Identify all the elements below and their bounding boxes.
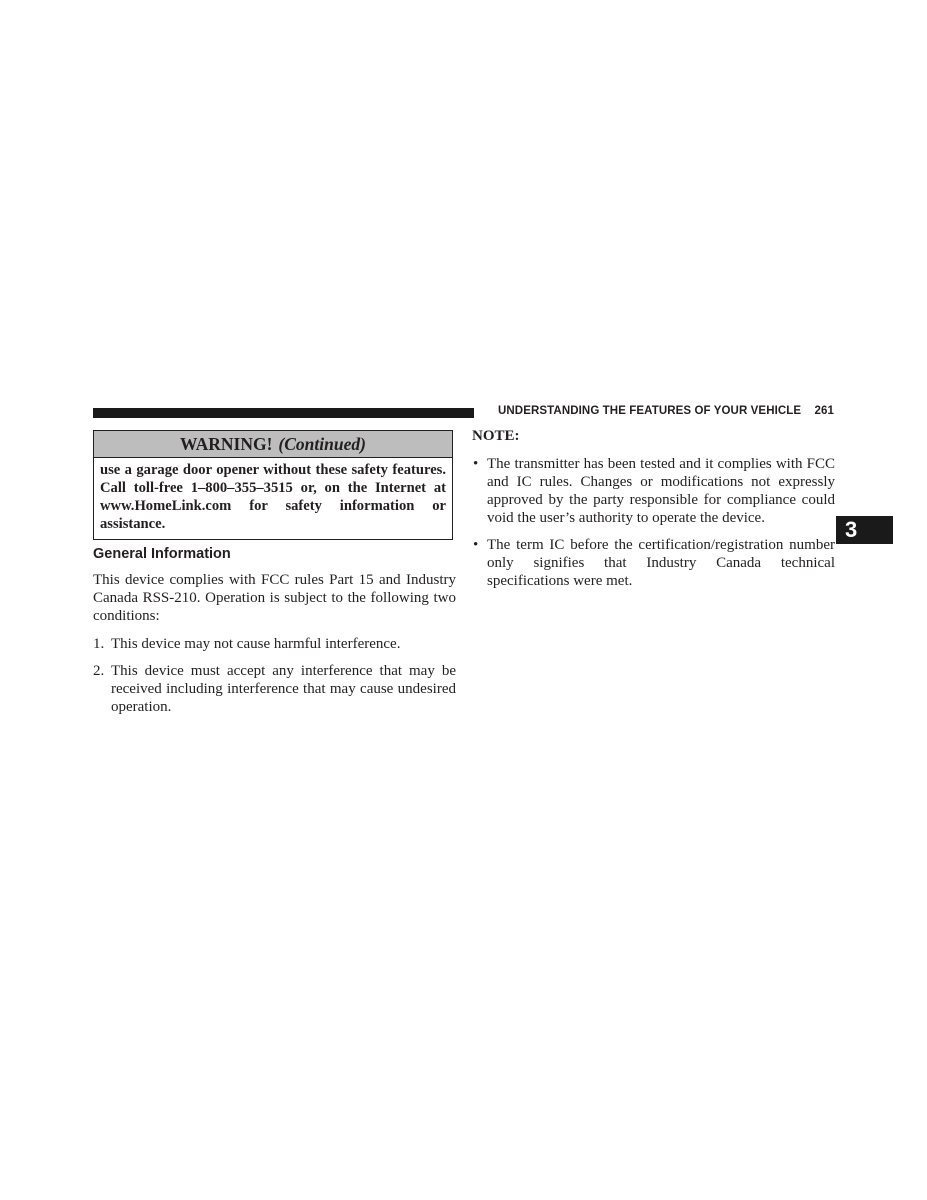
bullet-icon: • xyxy=(473,456,479,472)
list-item xyxy=(472,455,835,527)
right-column xyxy=(472,427,835,599)
warning-box xyxy=(93,430,453,540)
list-item xyxy=(472,536,835,590)
bullet-icon: • xyxy=(473,537,479,553)
chapter-tab xyxy=(836,516,893,544)
list-text: This device must accept any interference that may be received including interference that may cause undesired operation. xyxy=(111,663,456,715)
warning-text: use a garage door opener without these safety features. Call toll-free 1–800–355–3515 or, on the Internet at www.HomeLink.com for safety information or assistance. xyxy=(100,462,446,532)
chapter-number: 3 xyxy=(845,517,858,542)
section-heading: General Information xyxy=(93,546,231,562)
bullet-text: The transmitter has been tested and it complies with FCC and IC rules. Changes or modifications not expressly approved by the party responsible for compliance could void the user’s authority to operate the device. xyxy=(487,456,835,526)
list-item xyxy=(93,635,456,653)
list-item xyxy=(93,662,456,716)
list-number: 2. xyxy=(93,663,105,679)
note-label: NOTE: xyxy=(472,428,520,444)
running-title: UNDERSTANDING THE FEATURES OF YOUR VEHICLE xyxy=(497,405,802,417)
warning-title xyxy=(94,431,452,458)
warning-label: WARNING! xyxy=(180,434,273,454)
running-header xyxy=(484,405,834,417)
bullet-text: The term IC before the certification/registration number only signifies that Industry Canada technical specifications were met. xyxy=(487,537,835,589)
header-rule xyxy=(93,408,474,418)
page-number: 261 xyxy=(814,405,834,417)
list-text: This device may not cause harmful interference. xyxy=(111,636,401,652)
list-number: 1. xyxy=(93,636,105,652)
intro-paragraph: This device complies with FCC rules Part 15 and Industry Canada RSS-210. Operation is subject to the following two conditions: xyxy=(93,572,456,624)
warning-continued: (Continued) xyxy=(278,434,366,454)
left-column xyxy=(93,571,456,725)
